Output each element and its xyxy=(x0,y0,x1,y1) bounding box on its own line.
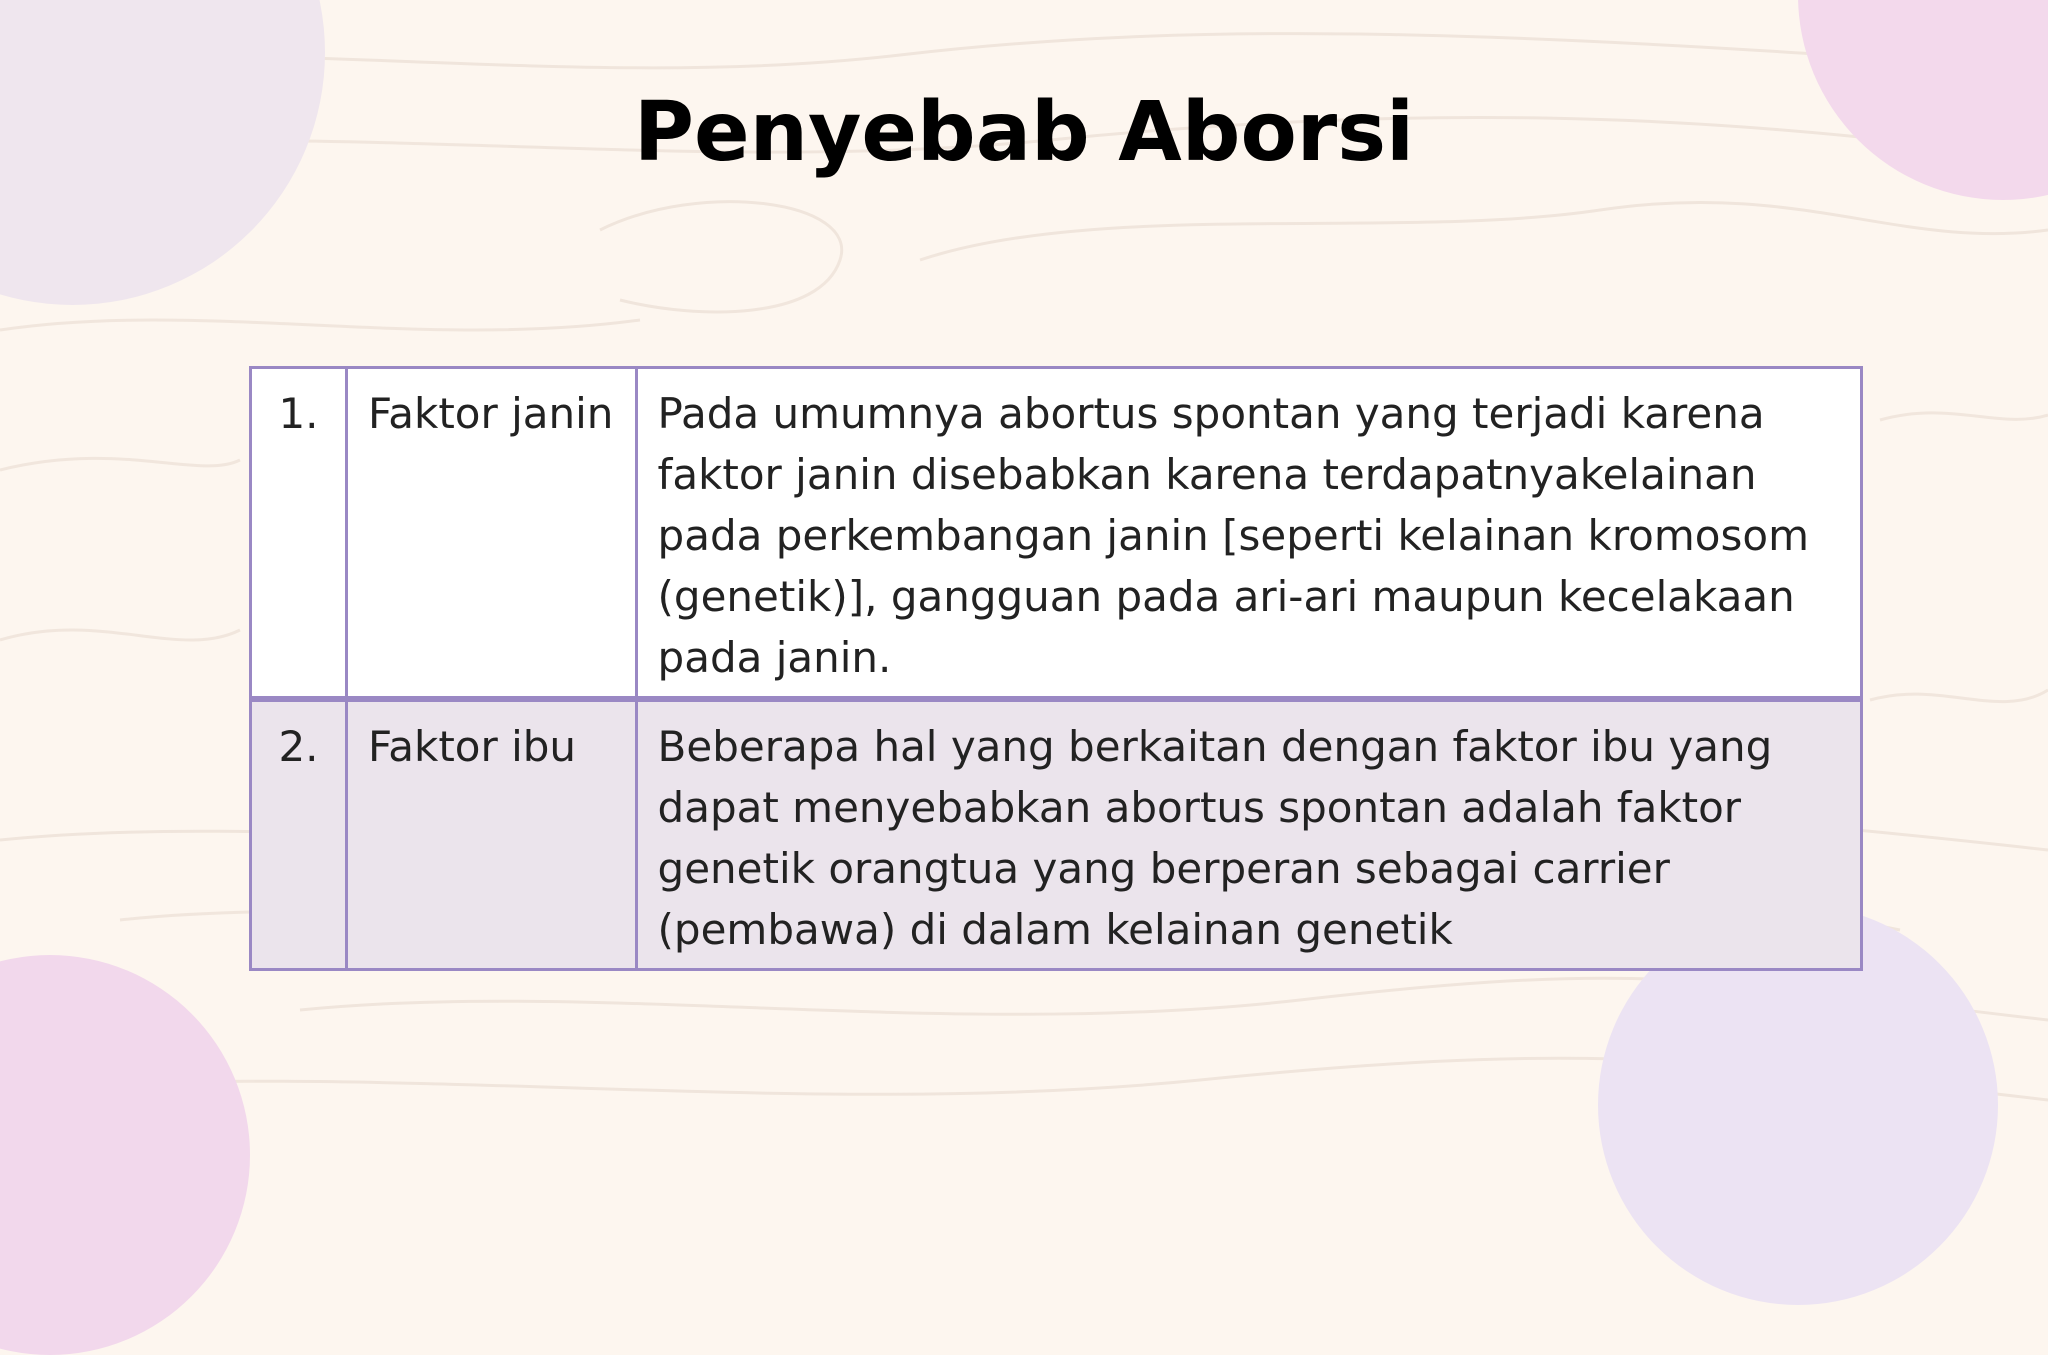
row-number: 2. xyxy=(251,699,347,970)
table-row xyxy=(251,699,1862,970)
row-number: 1. xyxy=(251,368,347,700)
table-row xyxy=(251,368,1862,700)
row-description: Beberapa hal yang berkaitan dengan faktor ibu yang dapat menyebabkan abortus spontan adalah faktor genetik orangtua yang berperan sebagai carrier (pembawa) di dalam kelainan genetik xyxy=(636,699,1861,970)
row-factor: Faktor ibu xyxy=(346,699,636,970)
causes-table xyxy=(249,366,1863,971)
row-factor: Faktor janin xyxy=(346,368,636,700)
row-description: Pada umumnya abortus spontan yang terjadi karena faktor janin disebabkan karena terdapatnyakelainan pada perkembangan janin [seperti kelainan kromosom (genetik)], gangguan pada ari-ari maupun kecelakaan pada janin. xyxy=(636,368,1861,700)
slide-title: Penyebab Aborsi xyxy=(633,85,1415,180)
